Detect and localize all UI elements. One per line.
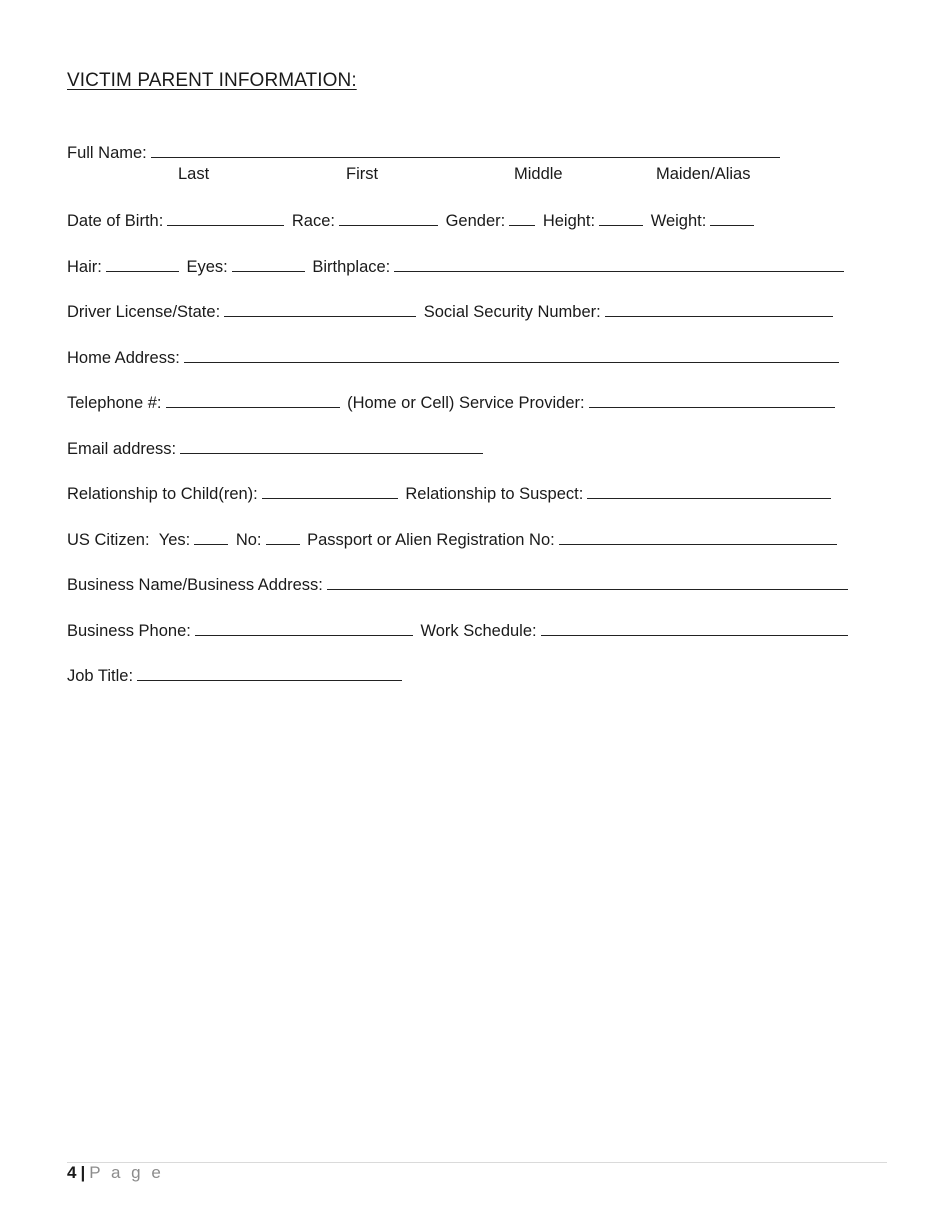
email-row — [67, 438, 486, 460]
sub-label-last: Last — [178, 165, 210, 183]
citizen-yes-label: Yes: — [158, 531, 191, 549]
provider-field[interactable] — [589, 392, 835, 408]
dob-field[interactable] — [167, 210, 284, 226]
eyes-field[interactable] — [232, 256, 305, 272]
full-name-label: Full Name: — [67, 144, 147, 162]
section-heading: VICTIM PARENT INFORMATION: — [67, 70, 357, 91]
email-field[interactable] — [180, 438, 483, 454]
citizen-row — [67, 529, 840, 551]
page-number: 4 — [67, 1163, 77, 1182]
business-row — [67, 574, 851, 596]
business-phone-label: Business Phone: — [67, 622, 191, 640]
home-address-label: Home Address: — [67, 349, 180, 367]
job-title-field[interactable] — [137, 665, 402, 681]
sub-label-maiden-alias: Maiden/Alias — [656, 165, 751, 183]
us-citizen-label: US Citizen: — [67, 531, 150, 549]
height-label: Height: — [542, 212, 596, 230]
business-field[interactable] — [327, 574, 848, 590]
job-title-label: Job Title: — [67, 667, 134, 685]
license-label: Driver License/State: — [67, 303, 221, 321]
sub-label-first: First — [346, 165, 379, 183]
business-phone-field[interactable] — [195, 620, 413, 636]
race-label: Race: — [291, 212, 335, 230]
telephone-label: Telephone #: — [67, 394, 162, 412]
phone-row — [67, 392, 838, 414]
gender-label: Gender: — [445, 212, 506, 230]
work-schedule-field[interactable] — [541, 620, 848, 636]
relationship-child-field[interactable] — [262, 483, 398, 499]
birthplace-field[interactable] — [394, 256, 844, 272]
relationship-suspect-label: Relationship to Suspect: — [405, 485, 584, 503]
provider-label: (Home or Cell) Service Provider: — [347, 394, 585, 412]
ssn-field[interactable] — [605, 301, 833, 317]
relationship-child-label: Relationship to Child(ren): — [67, 485, 258, 503]
ssn-label: Social Security Number: — [423, 303, 601, 321]
footer-divider — [67, 1162, 887, 1163]
birthplace-label: Birthplace: — [312, 258, 391, 276]
hair-label: Hair: — [67, 258, 102, 276]
full-name-field[interactable] — [151, 142, 780, 158]
race-field[interactable] — [339, 210, 438, 226]
passport-label: Passport or Alien Registration No: — [307, 531, 555, 549]
footer-separator: | — [80, 1163, 86, 1182]
full-name-row — [67, 142, 783, 164]
passport-field[interactable] — [559, 529, 837, 545]
page-footer — [67, 1163, 164, 1183]
email-label: Email address: — [67, 440, 177, 458]
hair-field[interactable] — [106, 256, 179, 272]
height-field[interactable] — [599, 210, 643, 226]
license-row — [67, 301, 836, 323]
relationship-suspect-field[interactable] — [587, 483, 831, 499]
gender-field[interactable] — [509, 210, 535, 226]
birth-row — [67, 210, 757, 232]
weight-field[interactable] — [710, 210, 754, 226]
work-schedule-label: Work Schedule: — [420, 622, 537, 640]
weight-label: Weight: — [650, 212, 707, 230]
sub-label-middle: Middle — [514, 165, 563, 183]
dob-label: Date of Birth: — [67, 212, 164, 230]
business-label: Business Name/Business Address: — [67, 576, 323, 594]
eyes-label: Eyes: — [186, 258, 228, 276]
address-row — [67, 347, 842, 369]
citizen-no-label: No: — [235, 531, 262, 549]
hair-row — [67, 256, 847, 278]
citizen-yes-field[interactable] — [194, 529, 228, 545]
citizen-no-field[interactable] — [266, 529, 300, 545]
telephone-field[interactable] — [166, 392, 340, 408]
license-field[interactable] — [224, 301, 416, 317]
job-row — [67, 665, 405, 687]
home-address-field[interactable] — [184, 347, 839, 363]
business-phone-row — [67, 620, 851, 642]
page-label: P a g e — [89, 1163, 164, 1182]
relationship-row — [67, 483, 834, 505]
